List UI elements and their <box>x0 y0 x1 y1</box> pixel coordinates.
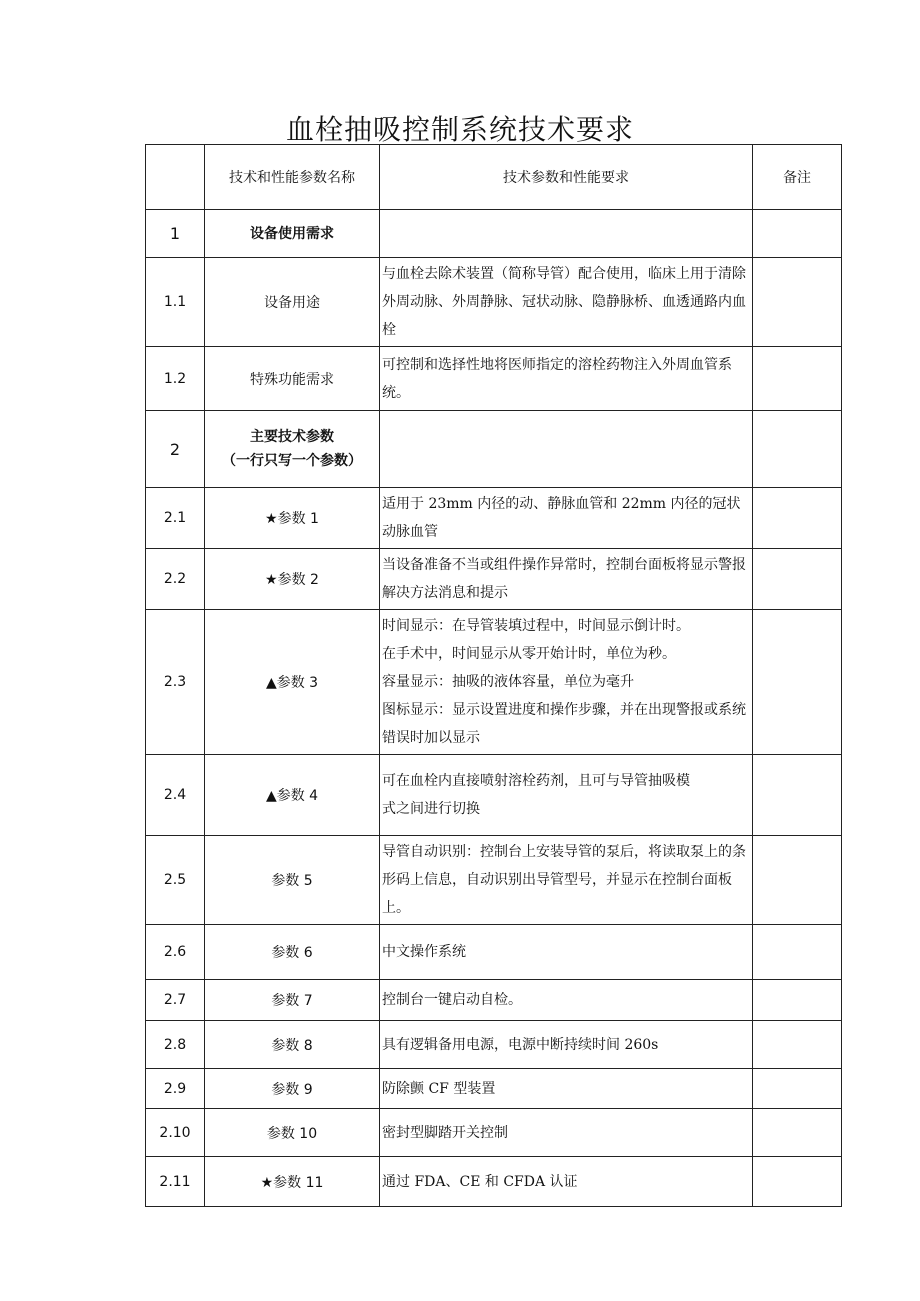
note-cell <box>753 980 842 1021</box>
table-row <box>146 1109 842 1157</box>
requirement-text: 控制台一键启动自检。 <box>382 992 522 1008</box>
param-name: ★参数 2 <box>265 572 319 588</box>
requirement-text: 防除颤 CF 型装置 <box>382 1080 496 1097</box>
requirement-cell <box>380 1069 753 1109</box>
requirement-text: 中文操作系统 <box>382 944 466 960</box>
header-param-name: 技术和性能参数名称 <box>205 145 380 210</box>
spec-table <box>145 144 842 1207</box>
requirement-text: 可在血栓内直接喷射溶栓药剂，且可与导管抽吸模 <box>382 773 690 789</box>
param-name: 参数 9 <box>271 1081 313 1098</box>
header-requirement: 技术参数和性能要求 <box>380 145 753 210</box>
table-row <box>146 980 842 1021</box>
requirement-cell <box>380 258 753 347</box>
row-number: 1.1 <box>146 258 205 347</box>
param-name-cell <box>205 610 380 755</box>
requirement-text: 图标显示：显示设置进度和操作步骤，并在出现警报或系统错误时加以显示 <box>382 702 746 746</box>
param-name-cell <box>205 755 380 836</box>
note-cell <box>753 258 842 347</box>
row-number: 2.1 <box>146 488 205 549</box>
row-number: 2.10 <box>146 1109 205 1157</box>
note-cell <box>753 347 842 411</box>
param-name-cell <box>205 1157 380 1207</box>
param-name-cell <box>205 1069 380 1109</box>
table-row <box>146 1021 842 1069</box>
table-row <box>146 836 842 925</box>
requirement-text: 密封型脚踏开关控制 <box>382 1124 508 1141</box>
row-number: 2.5 <box>146 836 205 925</box>
param-name-cell <box>205 1109 380 1157</box>
table-body <box>146 210 842 1207</box>
requirement-cell <box>380 1021 753 1069</box>
table-row <box>146 1069 842 1109</box>
header-note: 备注 <box>753 145 842 210</box>
param-subname: （一行只写一个参数） <box>222 453 362 469</box>
param-name: 设备用途 <box>264 295 320 311</box>
param-name-cell <box>205 347 380 411</box>
requirement-text: 通过 FDA、CE 和 CFDA 认证 <box>382 1173 578 1190</box>
table-row <box>146 411 842 488</box>
note-cell <box>753 1157 842 1207</box>
note-cell <box>753 755 842 836</box>
table-row <box>146 210 842 258</box>
table-header-row <box>146 145 842 210</box>
row-number: 2.6 <box>146 925 205 980</box>
table-row <box>146 549 842 610</box>
requirement-cell <box>380 347 753 411</box>
table-row <box>146 258 842 347</box>
param-name-cell <box>205 1021 380 1069</box>
requirement-cell <box>380 1109 753 1157</box>
row-number: 2.3 <box>146 610 205 755</box>
param-name: 参数 10 <box>266 1125 318 1142</box>
requirement-text: 当设备准备不当或组件操作异常时，控制台面板将显示警报解决方法消息和提示 <box>382 557 746 601</box>
param-name-cell <box>205 836 380 925</box>
requirement-cell <box>380 925 753 980</box>
note-cell <box>753 1109 842 1157</box>
note-cell <box>753 210 842 258</box>
requirement-text: 式之间进行切换 <box>382 801 480 817</box>
row-number: 2.8 <box>146 1021 205 1069</box>
document-title: 血栓抽吸控制系统技术要求 <box>285 113 634 146</box>
row-number: 2.4 <box>146 755 205 836</box>
param-name: ★参数 11 <box>260 1174 324 1191</box>
param-name-cell <box>205 925 380 980</box>
requirement-cell <box>380 411 753 488</box>
row-number: 1 <box>146 210 205 258</box>
requirement-text: 在手术中，时间显示从零开始计时，单位为秒。 <box>382 646 676 662</box>
table-row <box>146 925 842 980</box>
param-name: 主要技术参数 <box>250 429 334 445</box>
note-cell <box>753 925 842 980</box>
table-row <box>146 610 842 755</box>
requirement-text: 可控制和选择性地将医师指定的溶栓药物注入外周血管系统。 <box>382 356 732 401</box>
header-no <box>146 145 205 210</box>
param-name: 设备使用需求 <box>250 225 334 242</box>
param-name: ▲参数 3 <box>265 675 319 691</box>
note-cell <box>753 549 842 610</box>
row-number: 1.2 <box>146 347 205 411</box>
param-name-cell <box>205 258 380 347</box>
requirement-cell <box>380 755 753 836</box>
param-name-cell <box>205 210 380 258</box>
param-name: 参数 7 <box>271 993 313 1009</box>
row-number: 2 <box>146 411 205 488</box>
table-row <box>146 347 842 411</box>
requirement-cell <box>380 1157 753 1207</box>
requirement-cell <box>380 488 753 549</box>
requirement-cell <box>380 210 753 258</box>
param-name: 参数 5 <box>271 873 313 889</box>
table-row <box>146 1157 842 1207</box>
param-name: ★参数 1 <box>265 511 319 527</box>
note-cell <box>753 610 842 755</box>
note-cell <box>753 836 842 925</box>
requirement-cell <box>380 549 753 610</box>
requirement-cell <box>380 610 753 755</box>
note-cell <box>753 1021 842 1069</box>
row-number: 2.7 <box>146 980 205 1021</box>
param-name-cell <box>205 411 380 488</box>
requirement-text: 容量显示：抽吸的液体容量，单位为毫升 <box>382 674 634 690</box>
requirement-text: 与血栓去除术装置（简称导管）配合使用，临床上用于清除外周动脉、外周静脉、冠状动脉、隐静脉桥、血透通路内血栓 <box>382 266 746 338</box>
requirement-text: 具有逻辑备用电源，电源中断持续时间 260s <box>382 1036 659 1053</box>
row-number: 2.2 <box>146 549 205 610</box>
requirement-cell <box>380 836 753 925</box>
note-cell <box>753 1069 842 1109</box>
param-name: 参数 8 <box>271 1037 313 1054</box>
note-cell <box>753 411 842 488</box>
requirement-text: 时间显示：在导管装填过程中，时间显示倒计时。 <box>382 618 690 634</box>
row-number: 2.11 <box>146 1157 205 1207</box>
requirement-text: 适用于 23mm 内径的动、静脉血管和 22mm 内径的冠状动脉血管 <box>382 496 741 540</box>
param-name-cell <box>205 549 380 610</box>
param-name: 参数 6 <box>271 945 313 961</box>
param-name: 特殊功能需求 <box>250 371 334 388</box>
table-row <box>146 755 842 836</box>
param-name-cell <box>205 488 380 549</box>
param-name-cell <box>205 980 380 1021</box>
requirement-cell <box>380 980 753 1021</box>
param-name: ▲参数 4 <box>265 788 319 804</box>
table-row <box>146 488 842 549</box>
requirement-text: 导管自动识别：控制台上安装导管的泵后，将读取泵上的条形码上信息，自动识别出导管型号，并显示在控制台面板上。 <box>382 844 746 916</box>
row-number: 2.9 <box>146 1069 205 1109</box>
note-cell <box>753 488 842 549</box>
